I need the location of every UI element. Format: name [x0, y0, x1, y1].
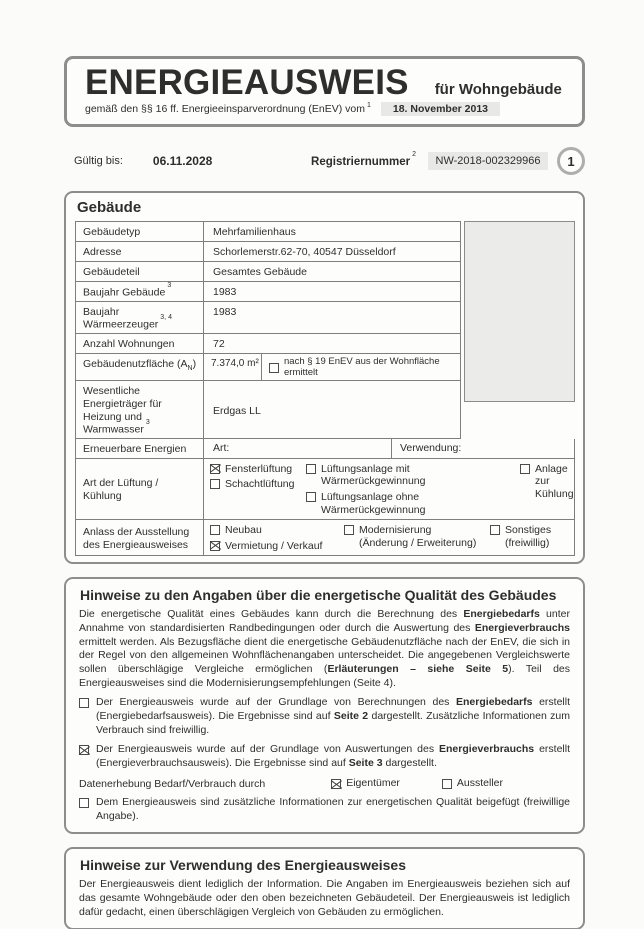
- checkbox: [331, 779, 341, 789]
- row-value: 1983: [213, 285, 237, 298]
- law-reference-line: [85, 102, 566, 116]
- footnote-marker: 3, 4: [160, 314, 172, 322]
- checkbox: [269, 363, 279, 373]
- table-row-erneuerbare-energien: [75, 439, 575, 459]
- checkbox: [490, 525, 500, 535]
- checkbox: [442, 779, 452, 789]
- valid-until-value: 06.11.2028: [152, 154, 213, 168]
- row-label: [76, 302, 204, 334]
- option-label-line1: Modernisierung: [359, 524, 432, 537]
- page-number-badge: 1: [557, 147, 585, 175]
- quality-hints-section: [64, 577, 585, 834]
- chamber-stamp-seal: [483, 924, 595, 929]
- label-text: ): [192, 358, 197, 371]
- table-row-anlass: [75, 520, 575, 556]
- table-row-gebaeudeteil: [75, 262, 461, 282]
- footnote-marker: 3: [145, 419, 150, 427]
- option-label-line1: Sonstiges: [505, 524, 552, 537]
- meta-row: [64, 147, 585, 175]
- row-value: 1983: [213, 305, 237, 318]
- row-label: Erneuerbare Energien: [76, 439, 204, 458]
- option-label: Fensterlüftung: [225, 462, 293, 475]
- checkbox: [79, 698, 89, 708]
- erneuerbare-art-cell: Art:: [204, 439, 392, 458]
- page-content: [64, 0, 585, 929]
- building-photo-placeholder: [464, 221, 575, 402]
- anlass-options: [204, 520, 574, 555]
- row-value: Schorlemerstr.62-70, 40547 Düsseldorf: [213, 245, 396, 258]
- table-row-gebaeudetyp: [75, 221, 461, 242]
- row-value: 72: [213, 338, 225, 351]
- checkbox-label: nach § 19 EnEV aus der Wohnfläche ermittelt: [284, 356, 440, 379]
- checkbox: [306, 464, 316, 474]
- row-label: Gebäudetyp: [76, 222, 204, 241]
- option-label: [359, 524, 476, 549]
- option-neubau: [210, 524, 344, 537]
- verbrauch-item-text: Der Energieausweis wurde auf der Grundlage von Auswertungen des Energieverbrauchs erstellt (Energieverbrauchsausweis). Die Ergebnisse sind auf Seite 3 dargestellt.: [96, 743, 570, 769]
- usage-section-title: Hinweise zur Verwendung des Energieausweises: [80, 857, 407, 874]
- table-row-nutzflaeche: [75, 354, 461, 381]
- footnote-marker: 1: [366, 101, 371, 109]
- lueftung-options: [204, 459, 582, 519]
- registry-label-text: Registriernummer: [311, 155, 411, 168]
- footnote-marker: 3: [167, 281, 172, 289]
- option-label-line2: (freiwillig): [505, 536, 550, 549]
- header-box: [64, 56, 585, 127]
- erneuerbare-verwendung-cell: Verwendung:: [400, 442, 462, 455]
- option-label: Lüftungsanlage mit Wärmerückgewinnung: [321, 462, 426, 488]
- row-label: Adresse: [76, 242, 204, 261]
- option-fensterlueftung: [210, 463, 306, 476]
- option-lueftung-mit-wrg: [306, 463, 508, 488]
- anlass-col-2: [344, 524, 482, 552]
- header-title-row: [85, 65, 566, 100]
- building-section-title: Gebäude: [77, 199, 142, 216]
- option-lueftung-ohne-wrg: [306, 491, 508, 516]
- option-aussteller: [442, 777, 503, 790]
- bedarf-item: [79, 696, 570, 737]
- verbrauch-item: [79, 743, 570, 770]
- law-date: 18. November 2013: [381, 102, 500, 116]
- row-label: [76, 381, 204, 438]
- extra-info-label: Dem Energieausweis sind zusätzliche Informationen zur energetischen Qualität beigefügt (freiwillige Angabe).: [96, 796, 570, 822]
- usage-hints-section: [64, 847, 585, 929]
- subscript: N: [187, 365, 193, 373]
- document-subtitle: für Wohngebäude: [434, 81, 562, 98]
- lueftung-col-2: [306, 463, 508, 516]
- label-text: Wesentliche Energieträger für Heizung und Warmwasser: [83, 385, 162, 436]
- option-schachtlueftung: [210, 478, 306, 491]
- option-label: [505, 524, 551, 549]
- bedarf-item-text: Der Energieausweis wurde auf der Grundlage von Berechnungen des Energiebedarfs erstellt (Energiebedarfsausweis). Die Ergebnisse sind auf Seite 2 dargestellt. Zusätzliche Informationen zum Verbrauch sind freiwillig.: [96, 696, 570, 736]
- option-label: Neubau: [225, 524, 262, 537]
- option-label: Lüftungsanlage ohne Wärmerückgewinnung: [321, 491, 426, 516]
- document-title: ENERGIEAUSWEIS: [85, 63, 409, 102]
- data-collection-label: Datenerhebung Bedarf/Verbrauch durch: [79, 777, 266, 790]
- row-label: Gebäudeteil: [76, 262, 204, 281]
- table-row-baujahr-waermeerzeuger: [75, 302, 461, 335]
- checkbox: [210, 479, 220, 489]
- anlass-col-3: [482, 524, 574, 552]
- option-label: Anlage zur Kühlung: [535, 462, 574, 501]
- extra-info-item: [79, 796, 570, 823]
- option-anlage-kuehlung: [520, 463, 582, 501]
- option-label-line2: (Änderung / Erweiterung): [359, 536, 477, 549]
- row-value: 7.374,0 m²: [204, 354, 262, 380]
- footnote-marker: 2: [412, 150, 416, 158]
- option-label: Aussteller: [456, 777, 504, 790]
- lueftung-col-1: [210, 463, 306, 516]
- checkbox: [306, 492, 316, 502]
- quality-paragraph: Die energetische Qualität eines Gebäudes kann durch die Berechnung des Energiebedarfs unter Annahme von standardisierten Randbedingungen oder durch die Auswertung des Energieverbrauchs ermittelt werden. Als Bezugsfläche dient die energetische Gebäudenutzfläche nach der EnEV, die sich in der Regel von den allgemeinen Wohnflächenangaben unterscheidet. Die angegebenen Vergleichswerte sollen überschlägige Vergleiche ermöglichen (Erläuterungen – siehe Seite 5). Teil des Energieausweises sind die Modernisierungsempfehlungen (Seite 4).: [79, 608, 570, 689]
- row-value: Erdgas LL: [213, 404, 261, 417]
- usage-paragraph: Der Energieausweis dient lediglich der Information. Die Angaben im Energieausweis beziehen sich auf das gesamte Wohngebäude oder den oben bezeichneten Gebäudeteil. Der Energieausweis ist lediglich dafür gedacht, einen überschlägigen Vergleich von Gebäuden zu ermöglichen.: [79, 878, 570, 918]
- data-collection-line: [79, 777, 570, 790]
- option-eigentuemer: [331, 777, 400, 790]
- row-value: Gesamtes Gebäude: [213, 265, 307, 278]
- wohnflaeche-checkbox-cell: [262, 354, 460, 380]
- table-row-lueftung: [75, 459, 575, 520]
- label-text: Baujahr Gebäude: [83, 286, 166, 299]
- option-vermietung-verkauf: [210, 540, 344, 553]
- label-text: Baujahr Wärmeerzeuger: [83, 305, 159, 331]
- checkbox: [79, 745, 89, 755]
- option-label: Eigentümer: [346, 777, 400, 790]
- row-label: Anzahl Wohnungen: [76, 334, 204, 353]
- checkbox: [520, 464, 530, 474]
- option-modernisierung: [344, 524, 482, 549]
- law-prefix: gemäß den §§ 16 ff. Energieeinsparverordnung (EnEV) vom: [85, 103, 365, 115]
- row-label: Anlass der Ausstellung des Energieausweises: [76, 520, 204, 555]
- registry-number-label: [311, 150, 416, 168]
- anlass-col-1: [210, 524, 344, 552]
- quality-section-title: Hinweise zu den Angaben über die energetische Qualität des Gebäudes: [80, 587, 557, 604]
- checkbox: [344, 525, 354, 535]
- table-row-adresse: [75, 242, 461, 262]
- registry-number-value: NW-2018-002329966: [428, 152, 548, 170]
- checkbox: [210, 541, 220, 551]
- option-sonstiges: [490, 524, 574, 549]
- table-row-anzahl-wohnungen: [75, 334, 461, 354]
- table-row-energietraeger: [75, 381, 461, 439]
- label-text: Gebäudenutzfläche (A: [83, 358, 188, 371]
- option-label: Vermietung / Verkauf: [225, 539, 323, 552]
- checkbox: [210, 525, 220, 535]
- option-label: Schachtlüftung: [225, 478, 295, 491]
- row-value: Mehrfamilienhaus: [213, 226, 296, 238]
- row-label: [76, 282, 204, 301]
- row-label: Art der Lüftung / Kühlung: [76, 459, 204, 519]
- building-section: [64, 191, 585, 564]
- checkbox: [210, 464, 220, 474]
- checkbox: [79, 798, 89, 808]
- table-row-baujahr-gebaeude: [75, 282, 461, 302]
- row-label: [76, 354, 204, 380]
- building-table: [75, 221, 575, 556]
- valid-until-label: Gültig bis:: [74, 155, 123, 167]
- lueftung-col-3: [508, 463, 582, 516]
